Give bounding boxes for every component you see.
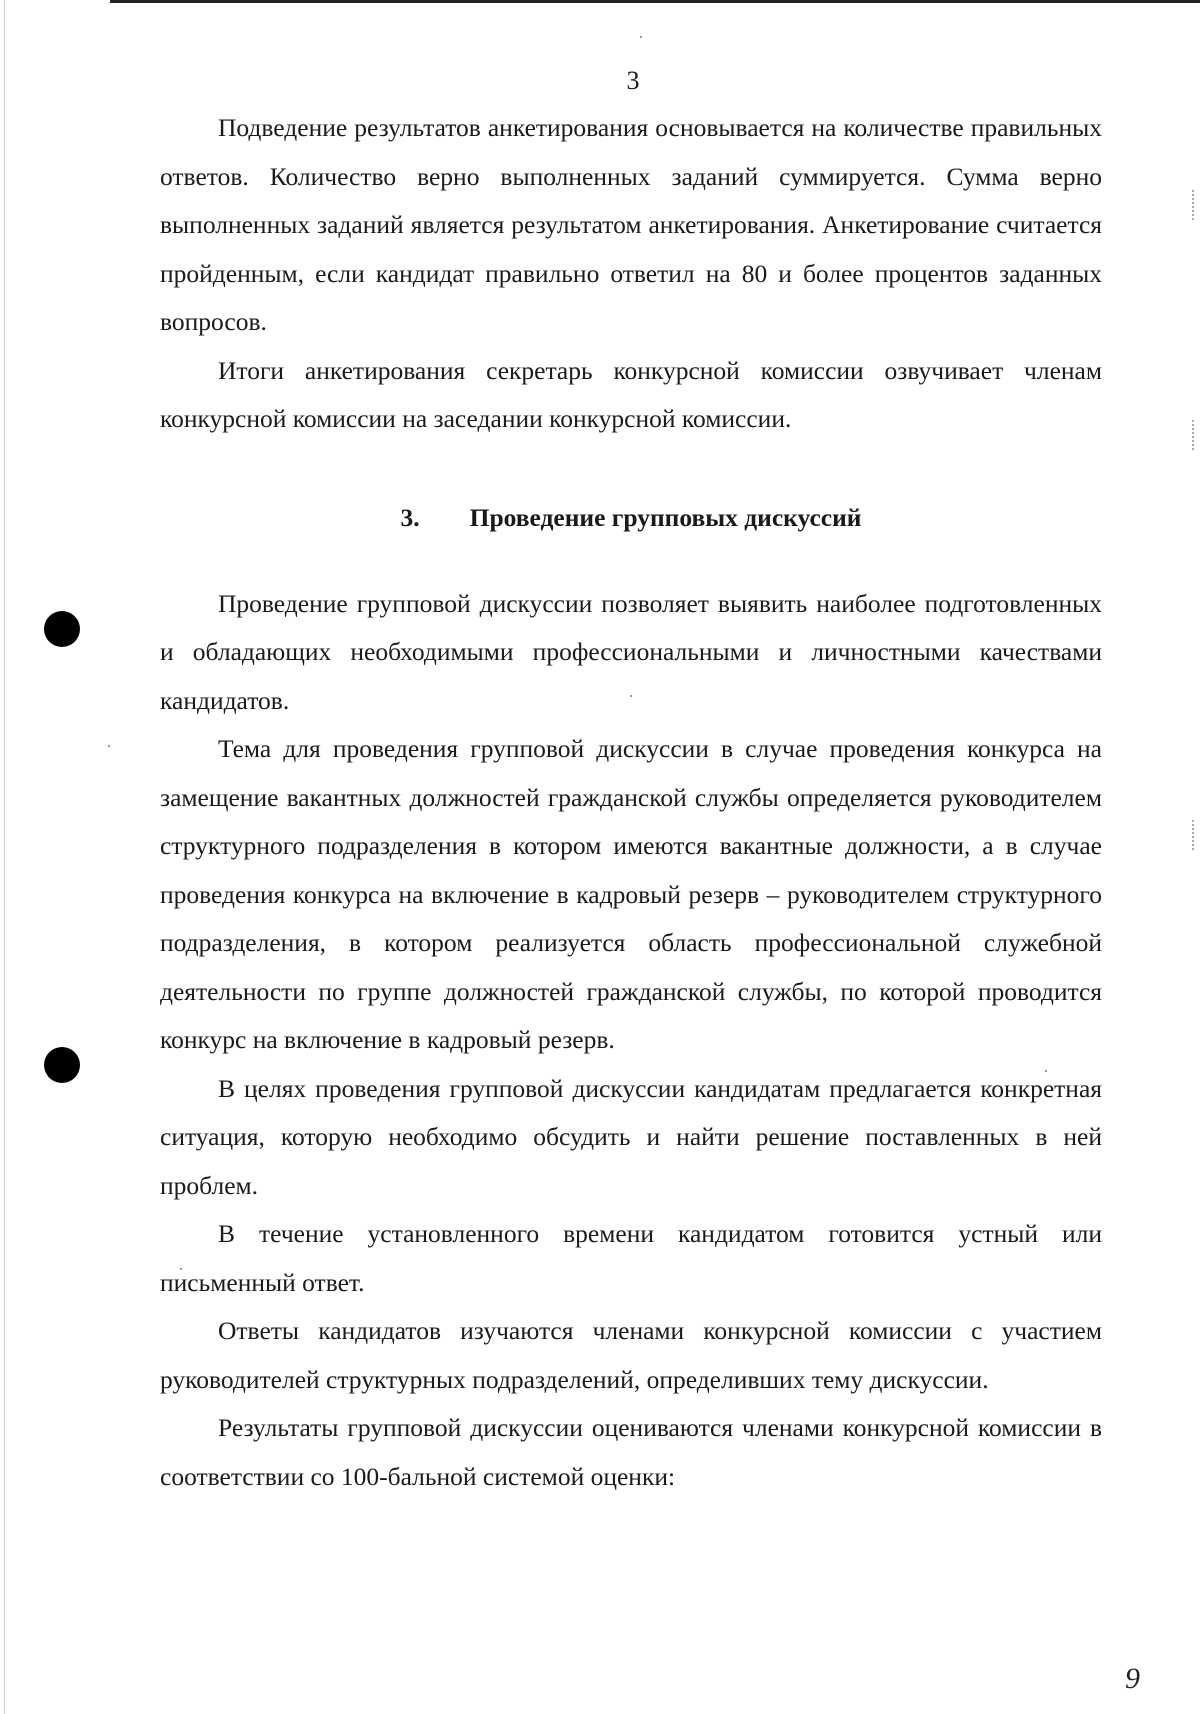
paragraph: Результаты групповой дискуссии оцениваются членами конкурсной комиссии в соответствии со 100-бальной системой оценки: (160, 1413, 1102, 1491)
scan-artifact (1192, 420, 1196, 450)
paragraph: В течение установленного времени кандидатом готовится устный или письменный ответ. (160, 1219, 1102, 1297)
paragraph: В целях проведения групповой дискуссии кандидатам предлагается конкретная ситуация, которую необходимо обсудить и найти решение поставленных в ней проблем. (160, 1073, 1102, 1200)
paragraph: Итоги анкетирования секретарь конкурсной комиссии озвучивает членам конкурсной комиссии на заседании конкурсной комиссии. (160, 355, 1102, 433)
paragraph: Тема для проведения групповой дискуссии в случае проведения конкурса на замещение вакантных должностей гражданской службы определяется руководителем структурного подразделения в котором имеются вакантные должности, а в случае проведения конкурса на включение в кадровый резерв – руководителем структурного подразделения, в котором реализуется область профессиональной служебной деятельности по группе должностей гражданской службы, по которой проводится конкурс на включение в кадровый резерв. (160, 734, 1102, 1054)
hole-punch-mark (44, 611, 80, 647)
section-heading (160, 494, 1102, 542)
scan-speck (640, 36, 642, 38)
scan-left-edge (4, 0, 5, 1714)
hole-punch-mark (44, 1047, 80, 1083)
scan-speck (108, 745, 110, 747)
document-body (160, 104, 1102, 1501)
scan-artifact (1192, 820, 1196, 850)
page-number: 3 (626, 66, 640, 95)
paragraph: Проведение групповой дискуссии позволяет выявить наиболее подготовленных и обладающих необходимыми профессиональными и личностными качествами кандидатов. (160, 588, 1102, 715)
paragraph: Ответы кандидатов изучаются членами конкурсной комиссии с участием руководителей структурных подразделений, определивших тему дискуссии. (160, 1316, 1102, 1394)
paragraph: Подведение результатов анкетирования основывается на количестве правильных ответов. Количество верно выполненных заданий суммируется. Сумма верно выполненных заданий является результатом анкетирования. Анкетирование считается пройденным, если кандидат правильно ответил на 80 и более процентов заданных вопросов. (160, 113, 1102, 336)
scan-top-border (110, 0, 1200, 3)
section-number: 3. (400, 502, 420, 532)
handwritten-page-mark: 9 (1125, 1662, 1140, 1695)
section-title: Проведение групповых дискуссий (469, 502, 862, 532)
scan-artifact (1192, 190, 1196, 220)
